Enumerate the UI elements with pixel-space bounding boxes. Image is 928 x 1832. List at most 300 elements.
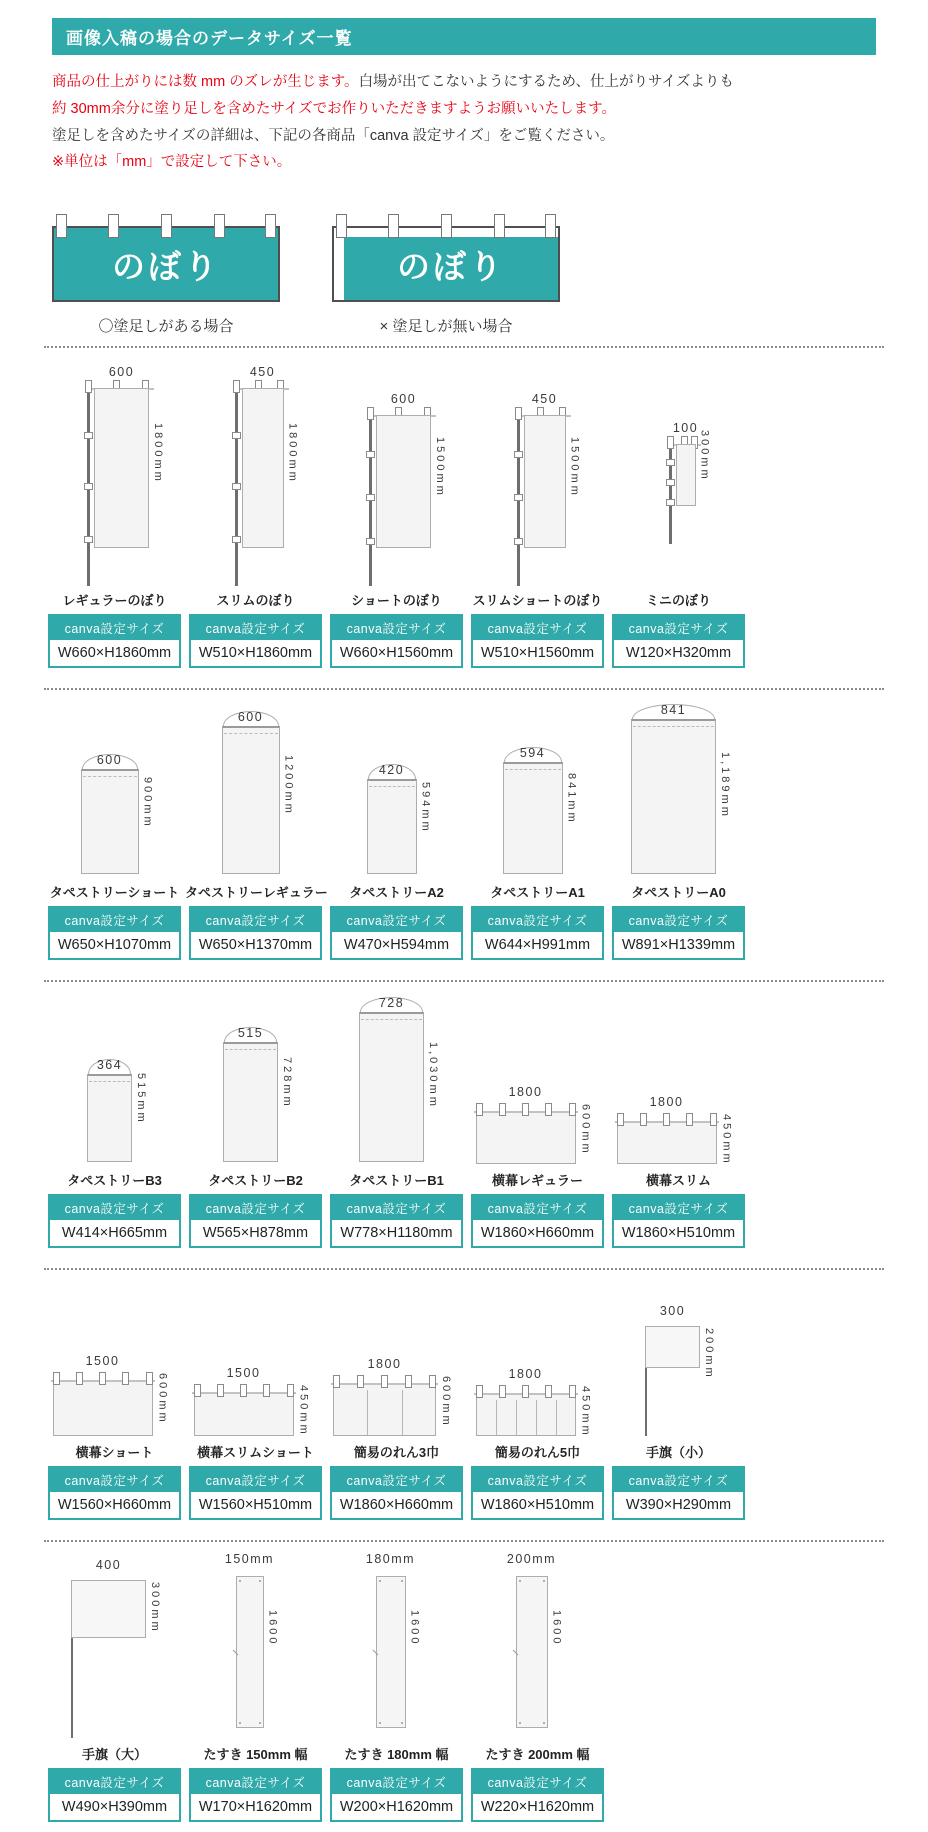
regular-nobori-diagram: [44, 356, 185, 588]
tab-shape: [146, 1372, 153, 1385]
tie-shape: [84, 483, 93, 490]
with-bleed-caption: 〇塗足しがある場合: [98, 318, 234, 336]
dotted-divider: [44, 1268, 884, 1270]
tab-shape: [76, 1372, 83, 1385]
width-dimension-label: 300: [659, 1304, 686, 1319]
tapestry-b3-diagram: [44, 990, 185, 1168]
product-card-tapestry-regular: [185, 698, 326, 970]
product-card-yokomaku-short: [44, 1278, 185, 1530]
height-dimension-label: 450mm: [579, 1386, 592, 1438]
tie-shape: [232, 536, 241, 543]
tab-shape: [515, 407, 522, 420]
height-dimension-label: 600mm: [579, 1104, 592, 1156]
canva-size-value: W470×H594mm: [343, 937, 450, 954]
banner-text: のぼり: [397, 247, 505, 285]
tapestry-b1-diagram: [326, 990, 467, 1168]
height-dimension-label: 450mm: [297, 1385, 310, 1437]
pole-line: [669, 439, 672, 544]
sample-without-bleed: [332, 210, 560, 336]
tab-shape: [357, 1375, 364, 1388]
product-card-short-nobori: [326, 356, 467, 678]
corner-dot: [379, 1580, 381, 1582]
height-dimension-label: 1500mm: [568, 436, 581, 498]
tab-shape: [640, 1113, 647, 1126]
tie-shape: [84, 536, 93, 543]
canva-size-header: canva設定サイズ: [191, 1770, 320, 1794]
product-name: スリムショートのぼり: [472, 593, 603, 609]
height-dimension-label: 600mm: [440, 1376, 452, 1428]
intro-line-3: 塗足しを含めたサイズの詳細は、下記の各商品「canva 設定サイズ」をご覧ください。: [52, 127, 615, 144]
yokomaku-short-diagram: [44, 1278, 185, 1440]
tie-shape: [514, 494, 523, 501]
canva-size-box: [612, 1194, 745, 1248]
canva-size-value: W565×H878mm: [202, 1225, 309, 1242]
product-card-tasuki-200: [467, 1550, 608, 1832]
width-dimension-label: 515: [237, 1026, 264, 1041]
height-dimension-label: 728mm: [281, 1057, 293, 1109]
height-dimension-label: 1200mm: [282, 755, 295, 817]
tab-shape: [667, 436, 674, 449]
yokomaku-slim-diagram: [608, 990, 749, 1168]
canva-size-box: [189, 906, 322, 960]
corner-dot: [401, 1722, 403, 1724]
product-card-yokomaku-slim-short: [185, 1278, 326, 1530]
tab-shape: [569, 1385, 576, 1398]
width-dimension-label: 450: [249, 365, 276, 380]
product-card-hand-flag-large: [44, 1550, 185, 1832]
noren-3-diagram: [326, 1278, 467, 1440]
canva-size-value: W660×H1560mm: [339, 645, 454, 662]
intro-line-2: 約 30mm余分に塗り足しを含めたサイズでお作りいただきますようお願いいたします。: [52, 100, 616, 117]
product-name: レギュラーのぼり: [62, 593, 167, 609]
width-dimension-label: 841: [660, 703, 687, 718]
banner-tab: [336, 214, 347, 238]
product-card-yokomaku-regular: [467, 990, 608, 1258]
width-dimension-label: 728: [378, 996, 405, 1011]
product-name: 簡易のれん5巾: [494, 1445, 581, 1461]
product-card-noren-5: [467, 1278, 608, 1530]
product-card-tapestry-a2: [326, 698, 467, 970]
product-card-mini-nobori: [608, 356, 749, 678]
width-dimension-label: 180mm: [365, 1552, 416, 1567]
product-name: タペストリーA2: [349, 885, 444, 901]
slim-short-nobori-diagram: [467, 356, 608, 588]
product-card-tapestry-short: [44, 698, 185, 970]
tab-shape: [381, 1375, 388, 1388]
product-name: 手旗（大）: [81, 1747, 147, 1763]
height-dimension-label: 1600: [266, 1610, 279, 1647]
width-dimension-label: 450: [531, 392, 558, 407]
product-card-tapestry-b2: [185, 990, 326, 1258]
banner-text: のぼり: [112, 247, 220, 285]
banner-tab: [108, 214, 119, 238]
corner-dot: [259, 1580, 261, 1582]
canva-size-value: W1860×H660mm: [480, 1225, 595, 1242]
flag-shape: [367, 779, 417, 874]
canva-size-box: [471, 906, 604, 960]
noren-5-diagram: [467, 1278, 608, 1440]
canva-size-value: W1860×H510mm: [621, 1225, 736, 1242]
banner-tab: [388, 214, 399, 238]
page: [0, 18, 928, 1832]
noren-slit-line: [402, 1390, 403, 1435]
canva-size-box: [189, 614, 322, 668]
tapestry-regular-diagram: [185, 698, 326, 880]
width-dimension-label: 600: [390, 392, 417, 407]
width-dimension-label: 1800: [508, 1367, 543, 1382]
tie-shape: [366, 494, 375, 501]
hand-flag-small-diagram: [608, 1278, 749, 1440]
bleed-samples: [52, 210, 928, 336]
canva-size-value: W510×H1860mm: [198, 645, 313, 662]
banner-tab: [441, 214, 452, 238]
height-dimension-label: 450mm: [720, 1114, 733, 1166]
noren-slit-line: [536, 1400, 537, 1435]
flag-shape: [222, 726, 280, 874]
tab-shape: [53, 1372, 60, 1385]
canva-size-header: canva設定サイズ: [191, 616, 320, 640]
canva-size-header: canva設定サイズ: [332, 1770, 461, 1794]
canva-size-header: canva設定サイズ: [473, 1468, 602, 1492]
canva-size-value: W220×H1620mm: [480, 1799, 595, 1816]
bleed-dashed-line: [633, 726, 714, 727]
tasuki-200-diagram: [467, 1550, 608, 1742]
tab-shape: [617, 1113, 624, 1126]
height-dimension-label: 515mm: [135, 1073, 147, 1125]
tapestry-a0-diagram: [608, 698, 749, 880]
pole-line: [71, 1638, 73, 1738]
canva-size-value: W644×H991mm: [484, 937, 591, 954]
product-row-1: [44, 356, 928, 678]
slim-nobori-diagram: [185, 356, 326, 588]
width-dimension-label: 150mm: [224, 1552, 275, 1567]
canva-size-header: canva設定サイズ: [50, 1770, 179, 1794]
tab-shape: [99, 1372, 106, 1385]
product-row-4: [44, 1278, 928, 1530]
canva-size-header: canva設定サイズ: [614, 616, 743, 640]
product-card-tapestry-b3: [44, 990, 185, 1258]
tab-shape: [545, 1103, 552, 1116]
flag-shape: [645, 1326, 700, 1368]
product-card-tapestry-a1: [467, 698, 608, 970]
product-name: 簡易のれん3巾: [353, 1445, 440, 1461]
height-dimension-label: 1600: [408, 1610, 421, 1647]
width-dimension-label: 1500: [226, 1366, 261, 1381]
tasuki-180-diagram: [326, 1550, 467, 1742]
tapestry-a1-diagram: [467, 698, 608, 880]
product-card-noren-3: [326, 1278, 467, 1530]
canva-size-box: [48, 614, 181, 668]
tie-shape: [232, 483, 241, 490]
width-dimension-label: 364: [96, 1058, 123, 1073]
banner-tab: [56, 214, 67, 238]
tab-shape: [522, 1103, 529, 1116]
banner-tab: [214, 214, 225, 238]
pole-line: [645, 1368, 647, 1436]
height-dimension-label: 600mm: [156, 1373, 169, 1425]
canva-size-box: [48, 906, 181, 960]
canva-size-box: [330, 1466, 463, 1520]
canva-size-header: canva設定サイズ: [50, 1468, 179, 1492]
product-card-yokomaku-slim: [608, 990, 749, 1258]
width-dimension-label: 1800: [508, 1085, 543, 1100]
canva-size-value: W1860×H510mm: [480, 1497, 595, 1514]
bleed-dashed-line: [505, 769, 561, 770]
sash-shape: [376, 1576, 406, 1728]
canva-size-header: canva設定サイズ: [191, 1468, 320, 1492]
tab-shape: [122, 1372, 129, 1385]
short-nobori-diagram: [326, 356, 467, 588]
canva-size-box: [612, 1466, 745, 1520]
tab-shape: [333, 1375, 340, 1388]
banner-tab: [161, 214, 172, 238]
flag-shape: [631, 719, 716, 874]
canva-size-value: W660×H1860mm: [57, 645, 172, 662]
canva-size-value: W510×H1560mm: [480, 645, 595, 662]
product-name: 横幕スリムショート: [197, 1445, 314, 1461]
tapestry-b2-diagram: [185, 990, 326, 1168]
noren-slit-line: [367, 1390, 368, 1435]
canva-size-value: W650×H1070mm: [57, 937, 172, 954]
tie-shape: [366, 538, 375, 545]
product-card-hand-flag-small: [608, 1278, 749, 1530]
flag-shape: [194, 1393, 294, 1436]
product-name: たすき 150mm 幅: [203, 1747, 308, 1763]
banner-tab: [494, 214, 505, 238]
canva-size-box: [471, 614, 604, 668]
canva-size-box: [471, 1768, 604, 1822]
canva-size-box: [189, 1194, 322, 1248]
canva-size-header: canva設定サイズ: [191, 908, 320, 932]
height-dimension-label: 841mm: [565, 773, 578, 825]
product-row-5: [44, 1550, 928, 1832]
canva-size-box: [471, 1194, 604, 1248]
canva-size-header: canva設定サイズ: [473, 616, 602, 640]
without-bleed-caption: × 塗足しが無い場合: [379, 318, 513, 336]
canva-size-value: W1860×H660mm: [339, 1497, 454, 1514]
tab-shape: [663, 1113, 670, 1126]
corner-dot: [259, 1722, 261, 1724]
canva-size-box: [330, 1194, 463, 1248]
canva-size-header: canva設定サイズ: [50, 908, 179, 932]
height-dimension-label: 594mm: [419, 781, 432, 834]
tie-shape: [666, 459, 675, 466]
product-name: タペストリーレギュラー: [185, 885, 328, 901]
canva-size-box: [612, 906, 745, 960]
banner-with-bleed: [52, 226, 280, 302]
canva-size-box: [330, 906, 463, 960]
height-dimension-label: 300mm: [698, 430, 711, 482]
product-card-slim-short-nobori: [467, 356, 608, 678]
tab-shape: [85, 380, 92, 393]
width-dimension-label: 600: [108, 365, 135, 380]
sash-shape: [236, 1576, 264, 1728]
tie-shape: [84, 432, 93, 439]
dotted-divider: [44, 980, 884, 982]
canva-size-header: canva設定サイズ: [614, 1196, 743, 1220]
banner-tab: [545, 214, 556, 238]
corner-dot: [239, 1580, 241, 1582]
canva-size-header: canva設定サイズ: [473, 908, 602, 932]
page-title: 画像入稿の場合のデータサイズ一覧: [52, 18, 876, 55]
product-name: タペストリーB3: [67, 1173, 162, 1189]
canva-size-value: W650×H1370mm: [198, 937, 313, 954]
width-dimension-label: 594: [519, 746, 546, 761]
product-name: ショートのぼり: [351, 593, 442, 609]
yokomaku-regular-diagram: [467, 990, 608, 1168]
tie-shape: [514, 451, 523, 458]
product-name: タペストリーB2: [208, 1173, 303, 1189]
width-dimension-label: 200mm: [506, 1552, 557, 1567]
product-card-regular-nobori: [44, 356, 185, 678]
product-card-tapestry-b1: [326, 990, 467, 1258]
tie-shape: [232, 432, 241, 439]
product-name: たすき 200mm 幅: [485, 1747, 590, 1763]
width-dimension-label: 1800: [649, 1095, 684, 1110]
canva-size-header: canva設定サイズ: [332, 908, 461, 932]
tab-shape: [217, 1384, 224, 1397]
tab-shape: [476, 1385, 483, 1398]
flag-shape: [476, 1394, 576, 1436]
intro-line-4: ※単位は「mm」で設定して下さい。: [52, 154, 292, 171]
flag-shape: [94, 388, 149, 548]
flag-shape: [676, 444, 696, 506]
bleed-dashed-line: [369, 786, 415, 787]
product-name: 手旗（小）: [645, 1445, 711, 1461]
dotted-divider: [44, 1540, 884, 1542]
flag-shape: [71, 1580, 146, 1638]
canva-size-value: W200×H1620mm: [339, 1799, 454, 1816]
canva-size-value: W170×H1620mm: [198, 1799, 313, 1816]
canva-size-value: W414×H665mm: [61, 1225, 168, 1242]
product-name: 横幕ショート: [75, 1445, 154, 1461]
tab-shape: [476, 1103, 483, 1116]
tab-shape: [499, 1103, 506, 1116]
intro-text: [52, 69, 876, 176]
noren-slit-line: [516, 1400, 517, 1435]
height-dimension-label: 1800mm: [152, 423, 164, 485]
bleed-dashed-line: [224, 733, 278, 734]
bleed-dashed-line: [361, 1019, 422, 1020]
corner-dot: [239, 1722, 241, 1724]
tab-shape: [710, 1113, 717, 1126]
canva-size-header: canva設定サイズ: [614, 908, 743, 932]
canva-size-box: [471, 1466, 604, 1520]
corner-dot: [519, 1580, 521, 1582]
canva-size-header: canva設定サイズ: [50, 616, 179, 640]
height-dimension-label: 900mm: [141, 776, 154, 829]
product-name: 横幕レギュラー: [491, 1173, 583, 1189]
intro-line-1-rest: 白場が出てこないようにするため、仕上がりサイズよりも: [358, 74, 734, 90]
width-dimension-label: 400: [95, 1558, 122, 1573]
canva-size-box: [330, 1768, 463, 1822]
flag-shape: [333, 1384, 436, 1436]
canva-size-value: W778×H1180mm: [340, 1225, 453, 1242]
product-card-slim-nobori: [185, 356, 326, 678]
width-dimension-label: 420: [378, 763, 405, 778]
flag-shape: [53, 1381, 153, 1436]
product-card-tapestry-a0: [608, 698, 749, 970]
dotted-divider: [44, 688, 884, 690]
product-card-tasuki-180: [326, 1550, 467, 1832]
height-dimension-label: 1600: [550, 1610, 563, 1647]
canva-size-header: canva設定サイズ: [473, 1196, 602, 1220]
width-dimension-label: 1800: [367, 1357, 402, 1372]
banner-without-bleed: [332, 226, 560, 302]
height-dimension-label: 1800mm: [286, 423, 299, 485]
flag-shape: [476, 1112, 576, 1164]
flag-shape: [81, 769, 139, 874]
canva-size-box: [189, 1466, 322, 1520]
canva-size-header: canva設定サイズ: [332, 1468, 461, 1492]
tab-shape: [263, 1384, 270, 1397]
product-name: タペストリーショート: [49, 885, 180, 901]
width-dimension-label: 600: [96, 753, 123, 768]
tab-shape: [686, 1113, 693, 1126]
tie-shape: [514, 538, 523, 545]
tab-shape: [545, 1385, 552, 1398]
corner-dot: [519, 1722, 521, 1724]
dotted-divider: [44, 346, 884, 348]
tie-shape: [666, 499, 675, 506]
corner-dot: [379, 1722, 381, 1724]
corner-dot: [543, 1580, 545, 1582]
canva-size-header: canva設定サイズ: [191, 1196, 320, 1220]
tasuki-150-diagram: [185, 1550, 326, 1742]
product-card-tasuki-150: [185, 1550, 326, 1832]
tab-shape: [367, 407, 374, 420]
bleed-dashed-line: [225, 1049, 276, 1050]
yokomaku-slim-short-diagram: [185, 1278, 326, 1440]
width-dimension-label: 600: [237, 710, 264, 725]
flag-shape: [223, 1042, 278, 1162]
canva-size-header: canva設定サイズ: [50, 1196, 179, 1220]
mini-nobori-diagram: [608, 356, 749, 588]
tab-shape: [522, 1385, 529, 1398]
tab-shape: [194, 1384, 201, 1397]
height-dimension-label: 1,189mm: [719, 751, 731, 819]
sample-with-bleed: [52, 210, 280, 336]
canva-size-header: canva設定サイズ: [332, 1196, 461, 1220]
height-dimension-label: 300mm: [149, 1582, 161, 1634]
banner-tab: [265, 214, 276, 238]
canva-size-value: W390×H290mm: [625, 1497, 732, 1514]
corner-dot: [401, 1580, 403, 1582]
tab-shape: [240, 1384, 247, 1397]
height-dimension-label: 200mm: [703, 1328, 715, 1380]
noren-slit-line: [496, 1400, 497, 1435]
bleed-dashed-line: [83, 776, 137, 777]
canva-size-value: W490×H390mm: [61, 1799, 168, 1816]
flag-shape: [376, 415, 431, 548]
product-name: 横幕スリム: [645, 1173, 711, 1189]
corner-dot: [543, 1722, 545, 1724]
canva-size-header: canva設定サイズ: [614, 1468, 743, 1492]
tapestry-a2-diagram: [326, 698, 467, 880]
canva-size-header: canva設定サイズ: [473, 1770, 602, 1794]
tie-shape: [366, 451, 375, 458]
intro-line-1-red: 商品の仕上がりには数 mm のズレが生じます。: [52, 74, 359, 90]
flag-shape: [503, 762, 563, 874]
tab-shape: [499, 1385, 506, 1398]
width-dimension-label: 100: [672, 421, 699, 436]
width-dimension-label: 1500: [85, 1354, 120, 1369]
product-name: ミニのぼり: [645, 593, 711, 609]
canva-size-box: [48, 1466, 181, 1520]
product-name: タペストリーA0: [631, 885, 726, 901]
bleed-dashed-line: [89, 1081, 130, 1082]
tab-shape: [233, 380, 240, 393]
